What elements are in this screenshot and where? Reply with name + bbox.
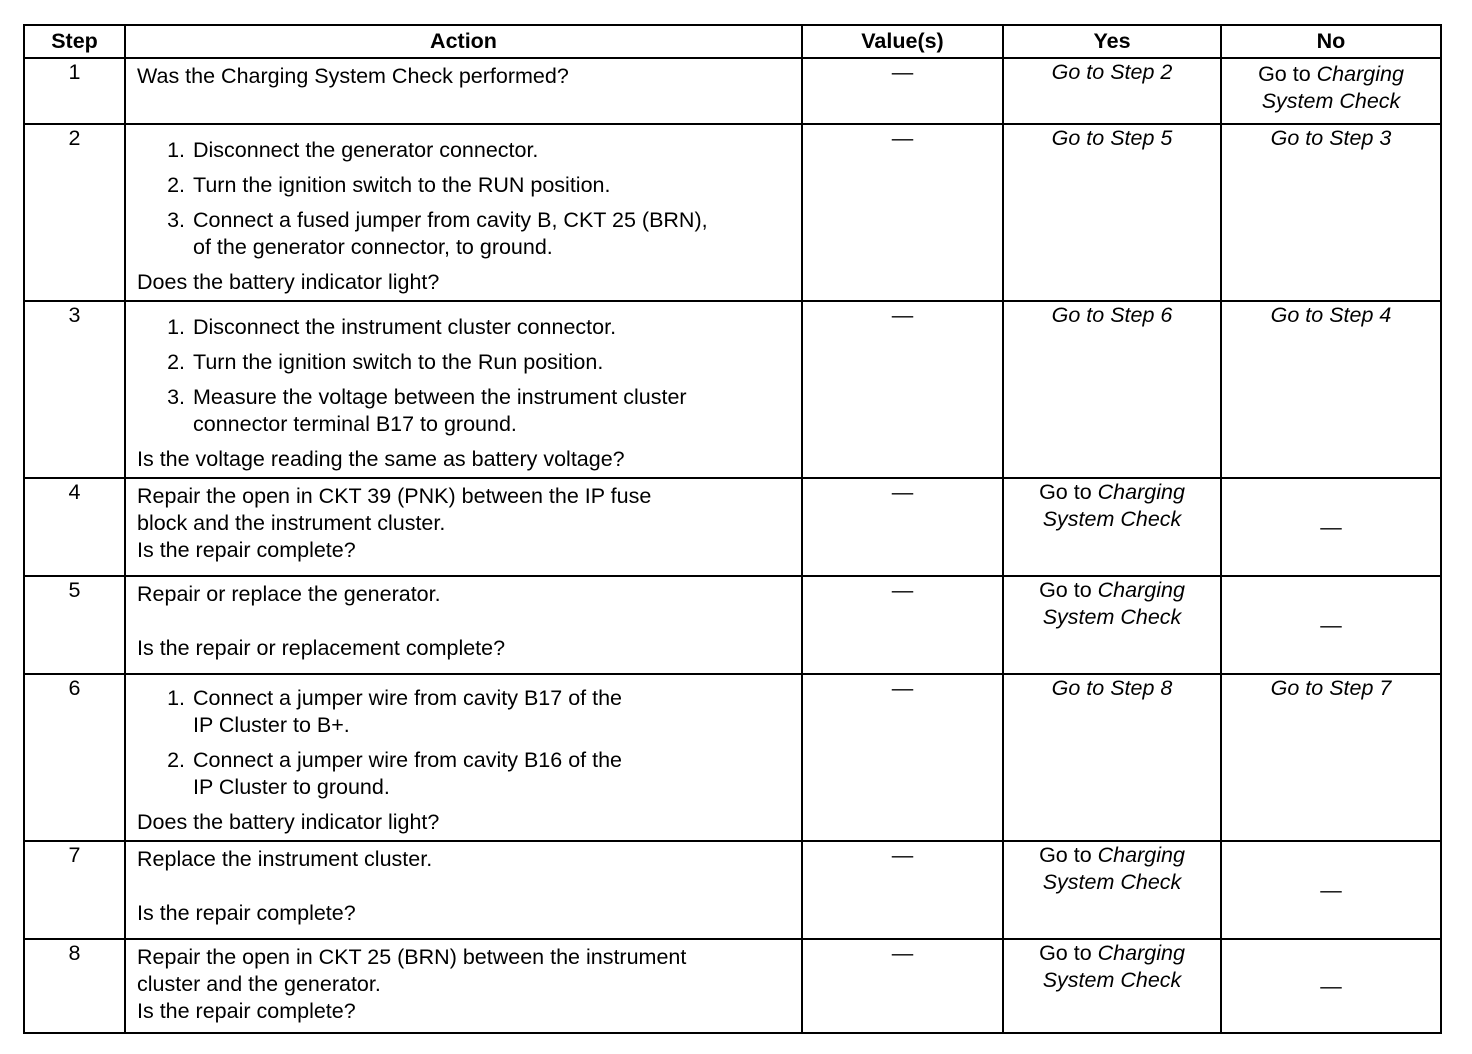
yes-cell [1003, 841, 1221, 939]
yes-result: Go to Step 2 [1051, 60, 1173, 84]
step-number: 7 [24, 841, 125, 939]
step-number: 5 [24, 576, 125, 674]
no-result: Go to Step 3 [1270, 126, 1392, 150]
no-target-line2: System Check [1261, 89, 1401, 113]
yes-cell [1003, 124, 1221, 301]
yes-target-line2: System Check [1042, 605, 1182, 629]
yes-prefix: Go to [1039, 843, 1092, 867]
header-action: Action [125, 25, 802, 58]
list-item: 1. Disconnect the instrument cluster connector. [167, 315, 617, 339]
list-item: 2. Connect a jumper wire from cavity B16 of the IP Cluster to ground. [167, 748, 622, 799]
action-question: Is the voltage reading the same as battery voltage? [137, 447, 625, 471]
step-number: 4 [24, 478, 125, 576]
table-row-step-8 [24, 939, 1441, 1033]
no-prefix: Go to [1258, 62, 1311, 86]
step-number: 1 [24, 58, 125, 124]
action-text: Repair or replace the generator. [137, 582, 441, 606]
yes-prefix: Go to [1039, 578, 1092, 602]
yes-cell [1003, 478, 1221, 576]
no-cell [1221, 674, 1441, 841]
action-question: Does the battery indicator light? [137, 270, 440, 294]
yes-cell [1003, 58, 1221, 124]
yes-target-line1: Charging [1097, 941, 1185, 965]
header-yes: Yes [1003, 25, 1221, 58]
action-text: Replace the instrument cluster. [137, 847, 433, 871]
list-item: 2. Turn the ignition switch to the RUN position. [167, 173, 611, 197]
step-number: 6 [24, 674, 125, 841]
table-row-step-2 [24, 124, 1441, 301]
diagnostic-table [23, 24, 1442, 1034]
value-cell: — [802, 576, 1003, 674]
action-question: Is the repair or replacement complete? [137, 636, 506, 660]
value-cell: — [802, 478, 1003, 576]
table-row-step-1 [24, 58, 1441, 124]
list-item: 3. Connect a fused jumper from cavity B, CKT 25 (BRN), of the generator connector, to ground. [167, 208, 708, 259]
action-cell [125, 124, 802, 301]
action-question: Is the repair complete? [137, 999, 356, 1023]
no-cell: — [1221, 478, 1441, 576]
yes-result: Go to Step 8 [1051, 676, 1173, 700]
header-step: Step [24, 25, 125, 58]
table-row-step-6 [24, 674, 1441, 841]
header-values: Value(s) [802, 25, 1003, 58]
step-number: 3 [24, 301, 125, 478]
yes-cell [1003, 674, 1221, 841]
yes-target-line1: Charging [1097, 578, 1185, 602]
no-cell: — [1221, 576, 1441, 674]
action-steps-list [137, 137, 791, 261]
step-number: 8 [24, 939, 125, 1033]
no-cell: — [1221, 841, 1441, 939]
list-item: 3. Measure the voltage between the instrument cluster connector terminal B17 to ground. [167, 385, 687, 436]
action-cell [125, 939, 802, 1033]
no-cell: — [1221, 939, 1441, 1033]
action-text: Repair the open in CKT 25 (BRN) between the instrument cluster and the generator. [137, 945, 687, 996]
list-item: 1. Connect a jumper wire from cavity B17 of the IP Cluster to B+. [167, 686, 622, 737]
action-question: Is the repair complete? [137, 901, 356, 925]
action-cell [125, 58, 802, 124]
yes-target-line2: System Check [1042, 968, 1182, 992]
action-cell [125, 674, 802, 841]
header-no: No [1221, 25, 1441, 58]
no-cell [1221, 301, 1441, 478]
action-text: Repair the open in CKT 39 (PNK) between the IP fuse block and the instrument cluster. [137, 484, 652, 535]
table-row-step-5 [24, 576, 1441, 674]
yes-prefix: Go to [1039, 480, 1092, 504]
no-cell [1221, 58, 1441, 124]
no-target-line1: Charging [1316, 62, 1404, 86]
action-steps-list [137, 685, 791, 801]
yes-target-line2: System Check [1042, 507, 1182, 531]
no-cell [1221, 124, 1441, 301]
yes-target-line1: Charging [1097, 843, 1185, 867]
value-cell: — [802, 674, 1003, 841]
table-row-step-7 [24, 841, 1441, 939]
action-question: Is the repair complete? [137, 538, 356, 562]
value-cell: — [802, 939, 1003, 1033]
action-question: Does the battery indicator light? [137, 810, 440, 834]
value-cell: — [802, 124, 1003, 301]
step-number: 2 [24, 124, 125, 301]
value-cell: — [802, 841, 1003, 939]
value-cell: — [802, 58, 1003, 124]
header-row [24, 25, 1441, 58]
no-result: Go to Step 7 [1270, 676, 1392, 700]
yes-cell [1003, 301, 1221, 478]
action-cell [125, 301, 802, 478]
yes-target-line1: Charging [1097, 480, 1185, 504]
list-item: 2. Turn the ignition switch to the Run position. [167, 350, 604, 374]
action-cell [125, 841, 802, 939]
table-row-step-4 [24, 478, 1441, 576]
yes-cell [1003, 939, 1221, 1033]
value-cell: — [802, 301, 1003, 478]
table-row-step-3 [24, 301, 1441, 478]
yes-cell [1003, 576, 1221, 674]
action-cell [125, 478, 802, 576]
action-cell [125, 576, 802, 674]
action-steps-list [137, 314, 791, 438]
yes-result: Go to Step 6 [1051, 303, 1173, 327]
yes-prefix: Go to [1039, 941, 1092, 965]
list-item: 1. Disconnect the generator connector. [167, 138, 539, 162]
no-result: Go to Step 4 [1270, 303, 1392, 327]
yes-target-line2: System Check [1042, 870, 1182, 894]
action-text: Was the Charging System Check performed? [137, 64, 569, 88]
diagnostic-table-sheet [23, 24, 1440, 1034]
yes-result: Go to Step 5 [1051, 126, 1173, 150]
